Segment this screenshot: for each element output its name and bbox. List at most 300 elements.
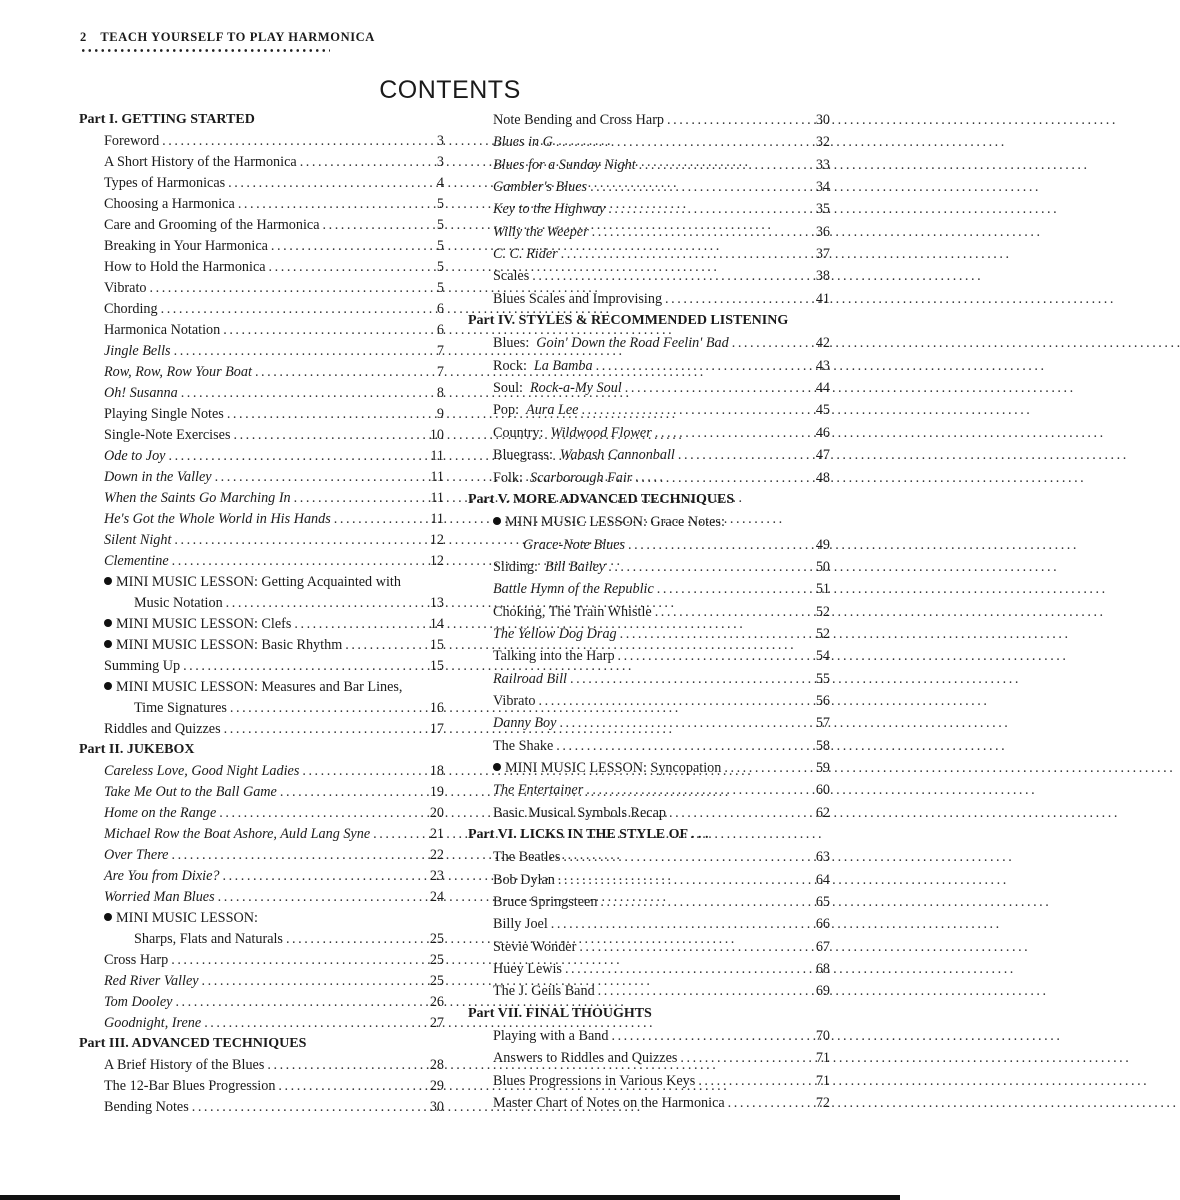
- part-title: [468, 827, 709, 843]
- entry-text: Silent Night: [104, 532, 172, 548]
- page-number-ref: 23: [429, 868, 444, 884]
- entry-title: [493, 425, 652, 442]
- entry-text: Blues:: [493, 335, 530, 352]
- entry-text: Part II. JUKEBOX: [79, 742, 195, 757]
- entry-text: Take Me Out to the Ball Game: [104, 784, 277, 800]
- page-number-ref: 50: [815, 558, 830, 575]
- page-number-ref: 5: [436, 238, 444, 254]
- toc-entry: [468, 805, 830, 827]
- page-number-ref: 37: [815, 246, 830, 263]
- page-number-ref: 45: [815, 402, 830, 419]
- part-heading: [468, 492, 830, 514]
- entry-title: [493, 157, 636, 174]
- entry-title: [493, 626, 617, 643]
- page-number-ref: 20: [429, 805, 444, 821]
- entry-title: [104, 217, 320, 234]
- entry-text: Careless Love, Good Night Ladies: [104, 763, 300, 779]
- dot-leader: [598, 983, 813, 1000]
- entry-title: [493, 559, 605, 576]
- dot-leader: [581, 402, 812, 419]
- dot-leader: [655, 604, 813, 621]
- toc-entry: [468, 894, 830, 916]
- dot-leader: [620, 626, 813, 643]
- page-number-ref: 72: [815, 1095, 830, 1112]
- toc-entry: [79, 469, 444, 490]
- toc-entry: [468, 1028, 830, 1050]
- entry-title: [104, 616, 291, 633]
- entry-text: Bending Notes: [104, 1099, 189, 1115]
- toc-entry: [468, 1050, 830, 1072]
- entry-text: Music Notation: [134, 595, 223, 611]
- entry-text: Blues Scales and Improvising: [493, 290, 663, 307]
- entry-text: Willy the Weeper: [493, 223, 589, 240]
- entry-text: Soul:: [493, 380, 523, 397]
- page-number-ref: 16: [429, 700, 444, 716]
- toc-entry: [468, 224, 830, 246]
- entry-text: The J. Geils Band: [493, 983, 595, 1000]
- entry-title: [493, 447, 675, 464]
- dot-leader: [618, 648, 813, 665]
- song-title: Rock-a-My Soul: [529, 380, 622, 397]
- page-number-ref: 6: [436, 301, 444, 317]
- entry-title: [493, 179, 587, 196]
- page-number-ref: 28: [429, 1057, 444, 1073]
- part-heading: [468, 313, 830, 335]
- toc-entry: [79, 721, 444, 742]
- toc-entry: [79, 385, 444, 406]
- page-number-ref: 18: [429, 763, 444, 779]
- entry-text: The 12-Bar Blues Progression: [104, 1078, 276, 1094]
- entry-text: Battle Hymn of the Republic: [493, 581, 654, 598]
- entry-title: [104, 238, 268, 255]
- toc-entry: [79, 574, 444, 595]
- dot-leader: [174, 532, 426, 549]
- entry-text: Stevie Wonder: [493, 938, 577, 955]
- entry-title: [493, 961, 562, 978]
- toc-entry: [79, 826, 444, 847]
- entry-title: [493, 1050, 677, 1067]
- dot-leader: [222, 868, 426, 885]
- toc-entry: [468, 157, 830, 179]
- entry-title: [104, 763, 299, 780]
- dot-leader: [150, 280, 434, 297]
- dot-leader: [238, 196, 434, 213]
- part-heading: [79, 1036, 444, 1057]
- toc-entry: [79, 511, 444, 532]
- page-number-ref: 3: [436, 154, 444, 170]
- toc-entry: [468, 291, 830, 313]
- entry-title: [493, 581, 654, 598]
- entry-title: [134, 700, 227, 717]
- entry-title: [493, 760, 721, 777]
- dot-leader: [323, 217, 434, 234]
- page-number-ref: 33: [815, 156, 830, 173]
- page-number: 2: [80, 30, 87, 44]
- entry-title: [104, 364, 252, 381]
- entry-text: Cross Harp: [104, 952, 169, 968]
- entry-text: Summing Up: [104, 658, 181, 674]
- dot-leader: [294, 616, 426, 633]
- dot-leader: [294, 490, 428, 507]
- toc-entry: [468, 335, 830, 357]
- entry-text: Sharps, Flats and Naturals: [134, 931, 283, 947]
- toc-entry: [79, 553, 444, 574]
- toc-entry: [468, 380, 830, 402]
- entry-text: Clementine: [104, 553, 169, 569]
- entry-title: [104, 175, 225, 192]
- entry-text: Grace-Note Blues: [523, 536, 626, 553]
- dot-leader: [204, 1015, 427, 1032]
- entry-text: Playing Single Notes: [104, 406, 224, 422]
- dot-leader: [558, 872, 813, 889]
- entry-title: [493, 380, 622, 397]
- dot-leader: [302, 763, 426, 780]
- toc-entry: [468, 849, 830, 871]
- entry-title: [493, 335, 729, 352]
- entry-title: [493, 1073, 695, 1090]
- entry-text: A Brief History of the Blues: [104, 1057, 265, 1073]
- dot-leader: [532, 268, 813, 285]
- page-number-ref: 5: [436, 280, 444, 296]
- toc-entry: [79, 1099, 444, 1120]
- contents-column-right: [468, 112, 830, 1117]
- toc-entry: [468, 470, 830, 492]
- dot-leader: [639, 157, 813, 174]
- dot-leader: [608, 201, 813, 218]
- dot-leader: [561, 246, 813, 263]
- toc-entry: [79, 868, 444, 889]
- page-number-ref: 71: [815, 1050, 830, 1067]
- page-number-ref: 56: [815, 692, 830, 709]
- part-heading: [468, 1006, 830, 1028]
- entry-text: Over There: [104, 847, 169, 863]
- toc-entry: [79, 889, 444, 910]
- page-number-ref: 49: [815, 536, 830, 553]
- entry-title: [104, 973, 199, 990]
- toc-entry: [468, 604, 830, 626]
- entry-text: The Beatles: [493, 849, 561, 866]
- page-number-ref: 22: [429, 847, 444, 863]
- part-heading: [468, 827, 830, 849]
- dot-leader: [172, 553, 427, 570]
- page-number-ref: 48: [815, 469, 830, 486]
- entry-text: MINI MUSIC LESSON: Grace Notes:: [505, 514, 725, 531]
- dot-leader: [278, 1078, 426, 1095]
- toc-entry: [79, 301, 444, 322]
- toc-entry: [79, 805, 444, 826]
- toc-entry: [468, 514, 830, 536]
- bullet-icon: [493, 517, 501, 525]
- entry-text: A Short History of the Harmonica: [104, 154, 297, 170]
- entry-text: Riddles and Quizzes: [104, 721, 221, 737]
- toc-entry: [79, 196, 444, 217]
- dot-leader: [181, 385, 434, 402]
- entry-title: [493, 648, 615, 665]
- entry-title: [493, 514, 725, 531]
- entry-text: Bob Dylan: [493, 871, 555, 888]
- toc-entry: [79, 217, 444, 238]
- toc-entry: [79, 175, 444, 196]
- toc-entry: [468, 671, 830, 693]
- entry-title: [493, 894, 597, 911]
- entry-text: Foreword: [104, 133, 160, 149]
- dot-leader: [192, 1099, 427, 1116]
- entry-text: Michael Row the Boat Ashore, Auld Lang Syne: [104, 826, 371, 842]
- entry-title: [493, 872, 555, 889]
- toc-entry: [468, 961, 830, 983]
- entry-text: Oh! Susanna: [104, 385, 178, 401]
- toc-entry: [79, 259, 444, 280]
- dot-leader: [228, 175, 434, 192]
- dot-leader: [590, 179, 813, 196]
- entry-text: C. C. Rider: [493, 246, 558, 263]
- page-number-ref: 52: [815, 603, 830, 620]
- part-title: [79, 742, 195, 758]
- dot-leader: [334, 511, 428, 528]
- entry-title: [493, 939, 576, 956]
- entry-title: [104, 280, 147, 297]
- toc-entry: [79, 280, 444, 301]
- entry-title: [493, 604, 652, 621]
- entry-title: [493, 402, 578, 419]
- toc-entry: [79, 784, 444, 805]
- dot-leader: [202, 973, 427, 990]
- entry-title: [493, 112, 664, 129]
- entry-text: How to Hold the Harmonica: [104, 259, 266, 275]
- bullet-icon: [104, 682, 112, 690]
- toc-entry: [79, 406, 444, 427]
- part-heading: [79, 112, 444, 133]
- dot-leader: [227, 406, 434, 423]
- page-number-ref: 68: [815, 961, 830, 978]
- entry-text: Choosing a Harmonica: [104, 196, 235, 212]
- entry-text: Danny Boy: [493, 715, 557, 732]
- entry-text: Answers to Riddles and Quizzes: [493, 1050, 678, 1067]
- entry-title: [104, 574, 401, 591]
- dot-leader: [267, 1057, 426, 1074]
- toc-entry: [468, 916, 830, 938]
- toc-entry: [79, 700, 444, 721]
- dot-leader: [600, 894, 812, 911]
- dot-leader: [345, 637, 427, 654]
- toc-entry: [468, 581, 830, 603]
- dot-leader: [698, 1073, 813, 1090]
- entry-title: [493, 671, 567, 688]
- page-number-ref: 3: [436, 133, 444, 149]
- entry-title: [493, 738, 553, 755]
- dot-leader: [732, 335, 813, 352]
- toc-entry: [468, 425, 830, 447]
- dot-leader: [162, 133, 434, 150]
- page-number-ref: 25: [429, 952, 444, 968]
- page-number-ref: 71: [815, 1072, 830, 1089]
- toc-entry: [79, 847, 444, 868]
- part-title: [468, 313, 788, 329]
- song-title: Wildwood Flower: [550, 424, 652, 441]
- entry-text: Are You from Dixie?: [104, 868, 220, 884]
- entry-text: Jingle Bells: [104, 343, 171, 359]
- entry-title: [104, 133, 159, 150]
- entry-text: Blues in G: [493, 134, 553, 151]
- entry-text: The Shake: [493, 737, 554, 754]
- page-number-ref: 63: [815, 849, 830, 866]
- entry-text: Talking into the Harp: [493, 648, 615, 665]
- page-number-ref: 6: [436, 322, 444, 338]
- entry-text: Rock:: [493, 357, 527, 374]
- entry-title: [104, 952, 168, 969]
- toc-entry: [468, 738, 830, 760]
- entry-text: Part V. MORE ADVANCED TECHNIQUES: [468, 491, 735, 507]
- entry-text: Key to the Highway: [493, 201, 606, 218]
- dot-leader: [373, 826, 427, 843]
- entry-text: Care and Grooming of the Harmonica: [104, 217, 320, 233]
- page-number-ref: 25: [429, 931, 444, 947]
- entry-text: Playing with a Band: [493, 1028, 609, 1045]
- dot-leader: [300, 154, 434, 171]
- song-title: Scarborough Fair: [529, 469, 633, 486]
- entry-title: [493, 291, 662, 308]
- entry-title: [104, 679, 402, 696]
- toc-entry: [468, 1073, 830, 1095]
- page-number-ref: 67: [815, 938, 830, 955]
- entry-title: [493, 805, 666, 822]
- page-number-ref: 10: [429, 427, 444, 443]
- entry-title: [493, 358, 593, 375]
- dot-leader: [286, 931, 427, 948]
- entry-title: [104, 994, 172, 1011]
- entry-text: Huey Lewis: [493, 961, 562, 978]
- toc-entry: [79, 637, 444, 658]
- entry-title: [104, 910, 258, 927]
- entry-text: Railroad Bill: [493, 670, 567, 687]
- page-number-ref: 36: [815, 223, 830, 240]
- toc-entry: [468, 402, 830, 424]
- entry-text: Home on the Range: [104, 805, 217, 821]
- bullet-icon: [493, 763, 501, 771]
- dotted-rule: [80, 48, 330, 53]
- dot-leader: [592, 224, 813, 241]
- bullet-icon: [104, 577, 112, 585]
- entry-title: [104, 868, 219, 885]
- page-number-ref: 12: [429, 532, 444, 548]
- entry-text: MINI MUSIC LESSON: Syncopation: [505, 759, 722, 776]
- entry-title: [134, 595, 223, 612]
- page-number-ref: 17: [429, 721, 444, 737]
- page-number-ref: 30: [429, 1099, 444, 1115]
- toc-entry: [468, 134, 830, 156]
- page-number-ref: 52: [815, 625, 830, 642]
- entry-title: [493, 715, 556, 732]
- entry-text: He's Got the Whole World in His Hands: [104, 511, 331, 527]
- toc-entry: [79, 490, 444, 511]
- dot-leader: [563, 849, 812, 866]
- dot-leader: [635, 470, 813, 487]
- entry-text: Row, Row, Row Your Boat: [104, 364, 252, 380]
- page-number-ref: 14: [429, 616, 444, 632]
- toc-entry: [468, 760, 830, 782]
- dot-leader: [215, 469, 428, 486]
- entry-text: Chording: [104, 301, 158, 317]
- page-number-ref: 5: [436, 217, 444, 233]
- page-number-ref: 51: [815, 581, 830, 598]
- entry-title: [104, 322, 220, 339]
- entry-title: [493, 1028, 608, 1045]
- dot-leader: [269, 259, 434, 276]
- toc-entry: [79, 973, 444, 994]
- entry-text: Master Chart of Notes on the Harmonica: [493, 1095, 725, 1112]
- page-number-ref: 5: [436, 196, 444, 212]
- entry-title: [104, 1057, 264, 1074]
- page-number-ref: 29: [429, 1078, 444, 1094]
- entry-title: [493, 849, 560, 866]
- page-number-ref: 69: [815, 983, 830, 1000]
- song-title: Aura Lee: [526, 402, 579, 419]
- dot-leader: [565, 961, 813, 978]
- toc-entry: [79, 952, 444, 973]
- dot-leader: [168, 448, 427, 465]
- toc-entry: [468, 1095, 830, 1117]
- entry-title: [104, 658, 180, 675]
- page-number-ref: 59: [815, 759, 830, 776]
- entry-text: MINI MUSIC LESSON: Clefs: [116, 616, 292, 632]
- entry-text: Pop:: [493, 402, 520, 419]
- page-number-ref: 46: [815, 424, 830, 441]
- page-number-ref: 25: [429, 973, 444, 989]
- entry-text: Blues for a Sunday Night: [493, 156, 636, 173]
- entry-title: [104, 301, 158, 318]
- entry-title: [104, 847, 168, 864]
- entry-text: Time Signatures: [134, 700, 227, 716]
- entry-text: Red River Valley: [104, 973, 199, 989]
- dot-leader: [579, 939, 813, 956]
- entry-title: [104, 826, 370, 843]
- entry-title: [104, 889, 215, 906]
- toc-entry: [468, 559, 830, 581]
- toc-entry: [468, 648, 830, 670]
- song-title: La Bamba: [533, 357, 593, 374]
- dot-leader: [655, 425, 813, 442]
- dot-leader: [669, 805, 813, 822]
- entry-title: [104, 805, 216, 822]
- page-number-ref: 8: [436, 385, 444, 401]
- toc-entry: [468, 447, 830, 469]
- toc-entry: [468, 179, 830, 201]
- page-title: CONTENTS: [379, 76, 521, 104]
- entry-text: Note Bending and Cross Harp: [493, 112, 665, 128]
- entry-text: Worried Man Blues: [104, 889, 215, 905]
- entry-text: Sliding:: [493, 558, 538, 575]
- entry-text: Scales: [493, 268, 530, 285]
- page-number-ref: 41: [815, 290, 830, 307]
- entry-text: Country:: [493, 424, 544, 441]
- page-number-ref: 60: [815, 782, 830, 799]
- bullet-icon: [104, 619, 112, 627]
- toc-entry: [79, 154, 444, 175]
- dot-leader: [665, 291, 813, 308]
- entry-title: [493, 693, 536, 710]
- entry-text: Goodnight, Irene: [104, 1015, 202, 1031]
- entry-title: [493, 201, 605, 218]
- entry-text: When the Saints Go Marching In: [104, 490, 291, 506]
- page-number-ref: 7: [436, 364, 444, 380]
- page-number-ref: 32: [815, 134, 830, 151]
- entry-title: [104, 259, 266, 276]
- entry-text: MINI MUSIC LESSON: Getting Acquainted with: [116, 574, 401, 590]
- entry-title: [104, 1099, 189, 1116]
- entry-title: [523, 537, 625, 554]
- toc-entry: [79, 1015, 444, 1036]
- dot-leader: [230, 700, 427, 717]
